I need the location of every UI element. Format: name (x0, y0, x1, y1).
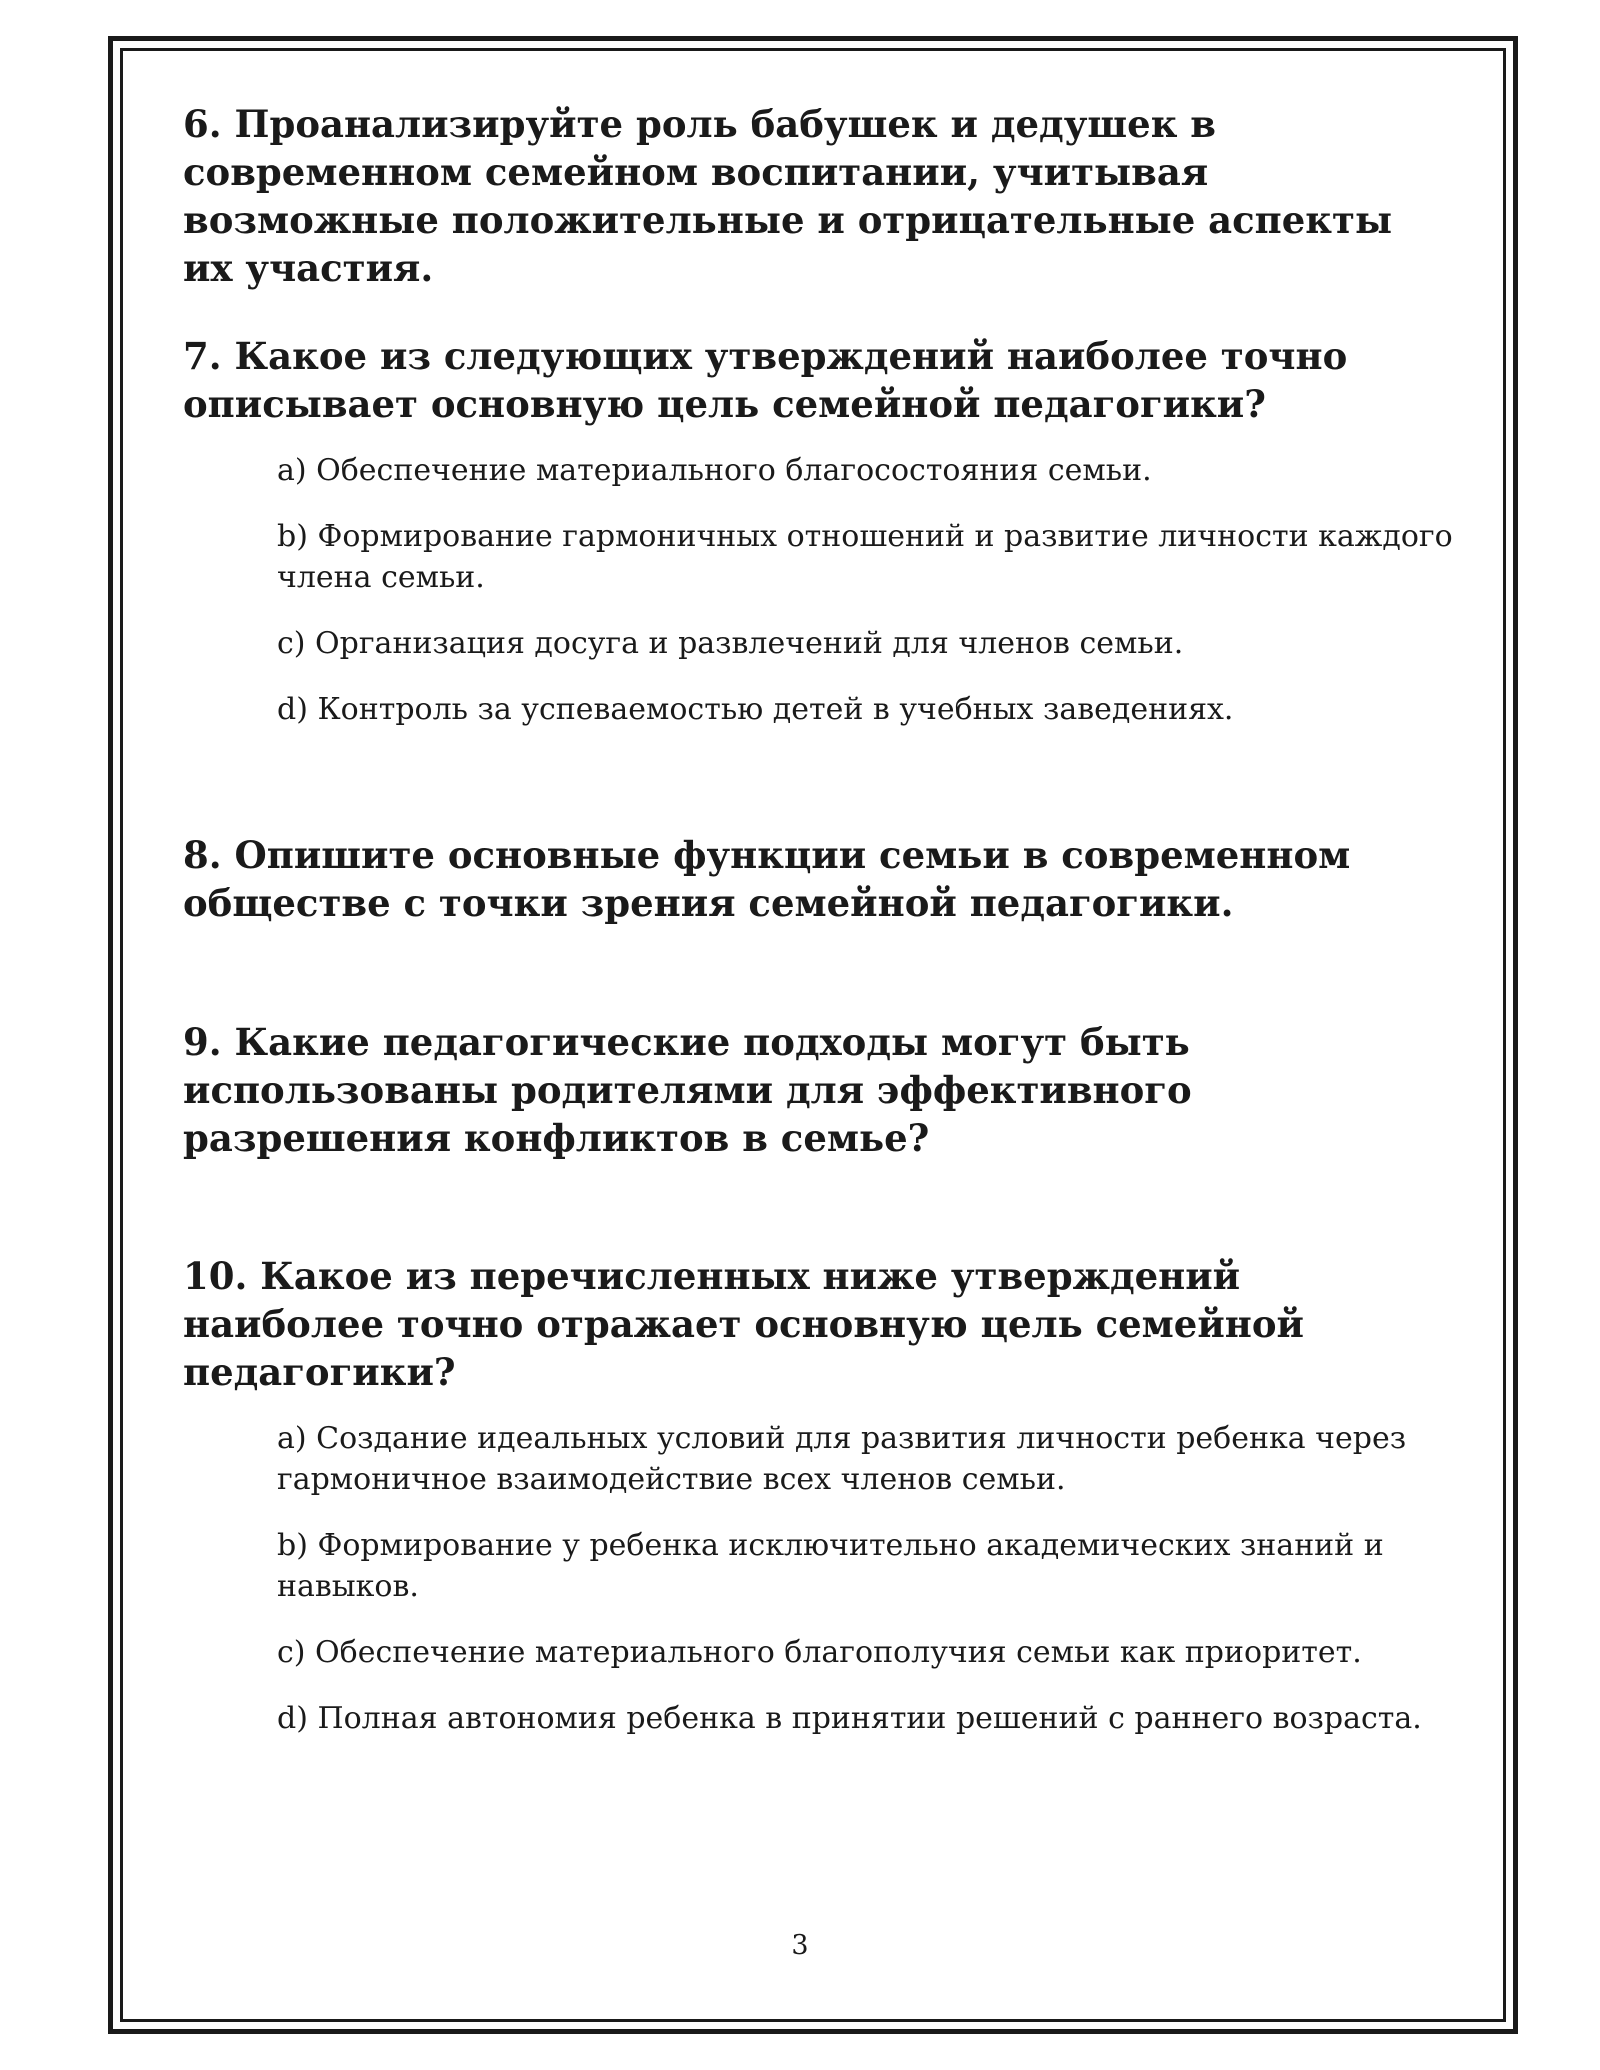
answer-option: c) Обеспечение материального благополучия семьи как приоритет. (277, 1635, 1362, 1670)
question-block (183, 831, 1453, 927)
answer-options (277, 1418, 1453, 1739)
answer-option: d) Полная автономия ребенка в принятии решений с раннего возраста. (277, 1701, 1422, 1736)
question-text: 10. Какое из перечисленных ниже утверждений наиболее точно отражает основную цель семейной педагогики? (183, 1254, 1304, 1394)
answer-option: b) Формирование гармоничных отношений и развитие личности каждого члена семьи. (277, 519, 1453, 595)
question-text: 7. Какое из следующих утверждений наиболее точно описывает основную цель семейной педагогики? (183, 334, 1348, 426)
question-text: 9. Какие педагогические подходы могут быть использованы родителями для эффективного разрешения конфликтов в семье? (183, 1020, 1192, 1160)
question-block (183, 332, 1453, 755)
answer-option: c) Организация досуга и развлечений для членов семьи. (277, 626, 1184, 661)
question-block (183, 1252, 1453, 1764)
page-number: 3 (791, 1930, 809, 1961)
answer-option: b) Формирование у ребенка исключительно академических знаний и навыков. (277, 1528, 1384, 1604)
question-text: 6. Проанализируйте роль бабушек и дедушек в современном семейном воспитании, учитывая возможные положительные и отрицательные аспекты их участия. (183, 102, 1393, 290)
answer-option: a) Создание идеальных условий для развития личности ребенка через гармоничное взаимодействие всех членов семьи. (277, 1421, 1407, 1497)
answer-options (277, 450, 1453, 730)
question-text: 8. Опишите основные функции семьи в современном обществе с точки зрения семейной педагогики. (183, 833, 1351, 925)
question-block (183, 1018, 1453, 1162)
answer-option: d) Контроль за успеваемостью детей в учебных заведениях. (277, 692, 1234, 727)
answer-option: a) Обеспечение материального благосостояния семьи. (277, 453, 1152, 488)
question-block (183, 100, 1453, 292)
